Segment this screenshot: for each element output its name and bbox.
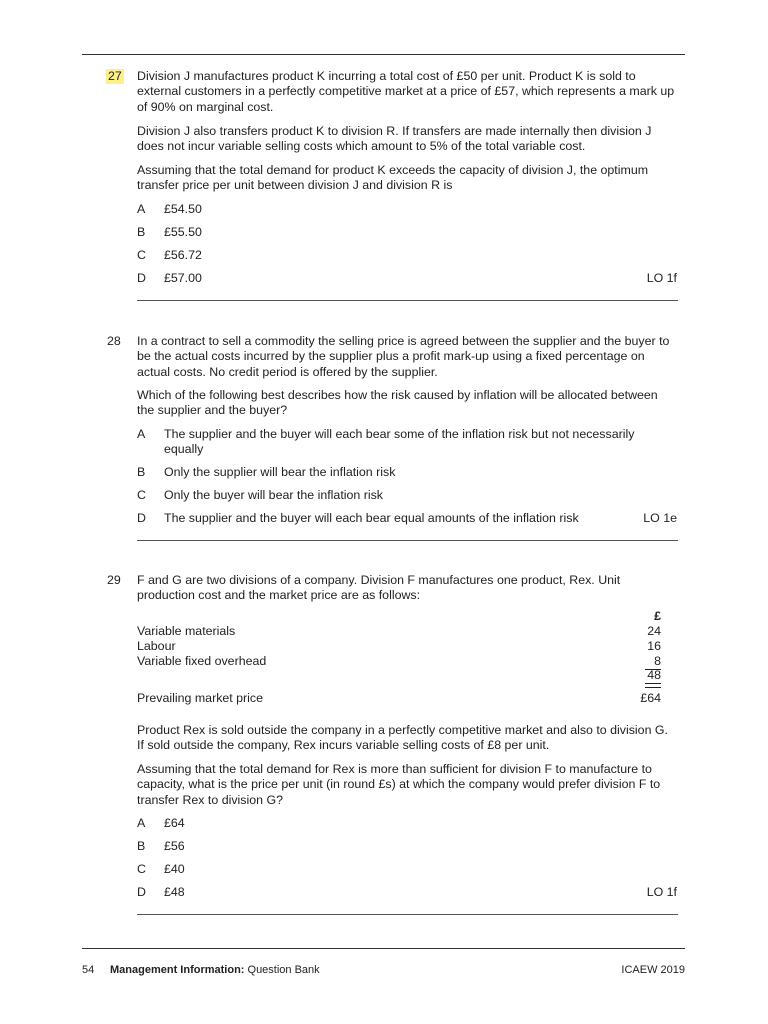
page-number: 54 — [82, 964, 95, 976]
q29-option-b-text: £56 — [164, 839, 185, 853]
market-price-value: £64 — [640, 691, 661, 705]
q29-option-b-letter: B — [137, 839, 146, 853]
q27-divider — [137, 300, 678, 301]
cost-row-label: Labour — [137, 639, 176, 653]
q28-learning-outcome: LO 1e — [643, 511, 677, 525]
cost-row-value: 16 — [647, 639, 661, 653]
running-title-bold: Management Information: — [110, 964, 245, 976]
q27-learning-outcome: LO 1f — [646, 271, 677, 285]
question-number-28: 28 — [107, 334, 121, 348]
market-price-label: Prevailing market price — [137, 691, 264, 705]
footer-rule — [82, 948, 685, 949]
q29-learning-outcome: LO 1f — [646, 885, 677, 899]
q27-option-c-text: £56.72 — [164, 248, 202, 262]
q29-paragraph-1: F and G are two divisions of a company. Division F manufactures one product, Rex. Unit production cost and the market price are as follows: — [137, 573, 621, 603]
total-double-rule — [645, 683, 661, 688]
question-number-27: 27 — [108, 69, 122, 83]
cost-row-label: Variable fixed overhead — [137, 654, 267, 668]
q28-option-a-letter: A — [137, 427, 146, 441]
cost-row-label: Variable materials — [137, 624, 236, 638]
q27-option-c-letter: C — [137, 248, 146, 262]
cost-total-value: 48 — [647, 668, 661, 682]
q29-paragraph-3: Assuming that the total demand for Rex is more than sufficient for division F to manufacture to capacity, what is the price per unit (in round £s) at which the company would prefer division F to transfer Rex to division G? — [137, 762, 661, 807]
q29-option-c-letter: C — [137, 862, 146, 876]
q27-option-d-letter: D — [137, 271, 146, 285]
q29-option-c-text: £40 — [164, 862, 185, 876]
q27-paragraph-1: Division J manufactures product K incurring a total cost of £50 per unit. Product K is sold to external customers in a perfectly competitive market at a price of £57, which represents a mark up of 90% on marginal cost. — [137, 69, 675, 114]
q28-option-c-letter: C — [137, 488, 146, 502]
q27-paragraph-3: Assuming that the total demand for product K exceeds the capacity of division J, the optimum transfer price per unit between division J and division R is — [137, 163, 649, 193]
q28-paragraph-1: In a contract to sell a commodity the selling price is agreed between the supplier and the buyer to be the actual costs incurred by the supplier plus a profit mark-up using a fixed percentage on actual costs. No credit period is offered by the supplier. — [137, 334, 670, 379]
q28-paragraph-2: Which of the following best describes how the risk caused by inflation will be allocated between the supplier and the buyer? — [137, 388, 658, 418]
cost-table-currency-header: £ — [654, 609, 661, 623]
q28-option-d-letter: D — [137, 511, 146, 525]
q29-divider — [137, 914, 678, 915]
top-rule — [82, 54, 685, 55]
q27-option-a-letter: A — [137, 202, 146, 216]
cost-row-value: 8 — [654, 654, 661, 668]
q27-option-b-letter: B — [137, 225, 146, 239]
q27-paragraph-2: Division J also transfers product K to division R. If transfers are made internally then division J does not incur variable selling costs which amount to 5% of the total variable cost. — [137, 124, 652, 154]
footer-publisher: ICAEW 2019 — [621, 964, 685, 976]
question-number-29: 29 — [107, 573, 121, 587]
running-title — [110, 963, 320, 978]
q28-option-d-text: The supplier and the buyer will each bear equal amounts of the inflation risk — [164, 511, 579, 525]
q29-option-d-letter: D — [137, 885, 146, 899]
q28-option-c-text: Only the buyer will bear the inflation risk — [164, 488, 384, 502]
q28-divider — [137, 540, 678, 541]
q29-option-a-text: £64 — [164, 816, 185, 830]
q28-option-b-letter: B — [137, 465, 146, 479]
q29-option-a-letter: A — [137, 816, 146, 830]
q27-option-a-text: £54.50 — [164, 202, 202, 216]
q27-option-b-text: £55.50 — [164, 225, 202, 239]
q29-paragraph-2: Product Rex is sold outside the company in a perfectly competitive market and also to division G. If sold outside the company, Rex incurs variable selling costs of £8 per unit. — [137, 723, 668, 753]
q29-option-d-text: £48 — [164, 885, 185, 899]
q28-option-a-text: The supplier and the buyer will each bear some of the inflation risk but not necessarily equally — [164, 427, 635, 457]
q28-option-b-text: Only the supplier will bear the inflation risk — [164, 465, 396, 479]
q27-option-d-text: £57.00 — [164, 271, 202, 285]
running-title-rest: Question Bank — [244, 964, 320, 976]
cost-row-value: 24 — [647, 624, 661, 638]
